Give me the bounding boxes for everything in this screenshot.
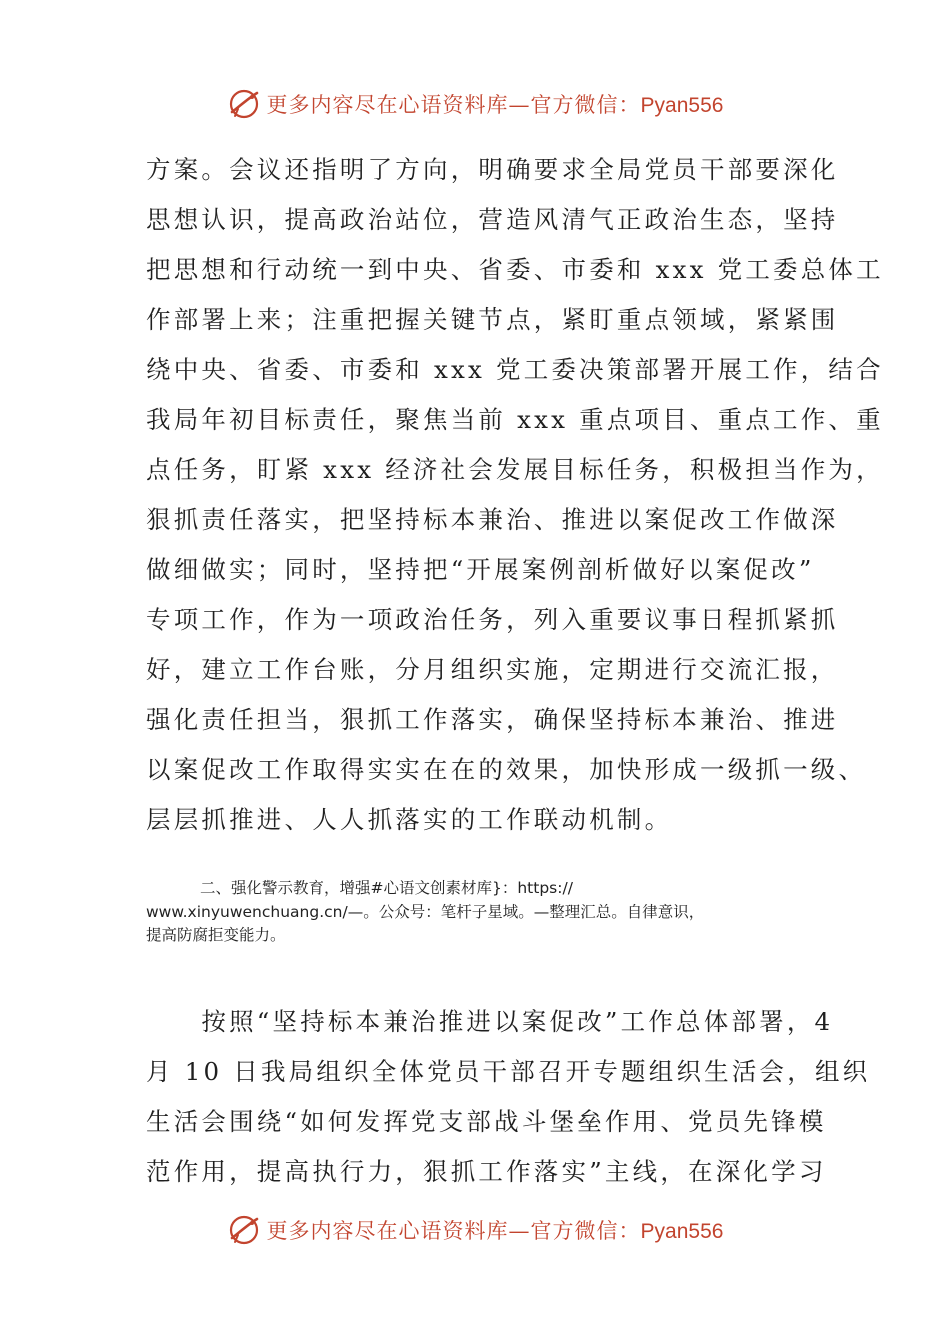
paragraph-2 bbox=[146, 997, 871, 1197]
footer-banner-handle: Pyan556 bbox=[640, 1220, 724, 1243]
footer-banner-label: 更多内容尽在心语资料库—官方微信： bbox=[266, 1219, 641, 1243]
paragraph-line: 好，建立工作台账，分月组织实施，定期进行交流汇报， bbox=[146, 655, 839, 684]
section-heading-note bbox=[146, 877, 806, 948]
paragraph-line: 把思想和行动统一到中央、省委、市委和 xxx 党工委总体工 bbox=[146, 255, 884, 284]
header-banner-label: 更多内容尽在心语资料库—官方微信： bbox=[266, 93, 641, 117]
pen-seal-icon bbox=[227, 1213, 261, 1247]
paragraph-line: 做细做实；同时，坚持把“开展案例剖析做好以案促改” bbox=[146, 555, 815, 584]
header-banner-handle: Pyan556 bbox=[640, 94, 724, 117]
paragraph-line: 我局年初目标责任，聚焦当前 xxx 重点项目、重点工作、重 bbox=[146, 405, 884, 434]
paragraph-line: 层层抓推进、人人抓落实的工作联动机制。 bbox=[146, 805, 673, 834]
pen-seal-icon bbox=[227, 87, 261, 121]
note-line: www.xinyuwenchuang.cn/—。公众号：笔杆子星域。—整理汇总。自律意识， bbox=[146, 902, 705, 921]
footer-banner bbox=[0, 1210, 950, 1250]
header-banner-text bbox=[267, 89, 724, 119]
paragraph-line: 以案促改工作取得实实在在的效果，加快形成一级抓一级、 bbox=[146, 755, 867, 784]
paragraph-line: 思想认识，提高政治站位，营造风清气正政治生态，坚持 bbox=[146, 205, 839, 234]
footer-banner-text bbox=[267, 1215, 724, 1245]
header-banner bbox=[0, 84, 950, 124]
paragraph-line: 月 10 日我局组织全体党员干部召开专题组织生活会，组织 bbox=[146, 1057, 871, 1086]
paragraph-line: 作部署上来；注重把握关键节点，紧盯重点领域，紧紧围 bbox=[146, 305, 839, 334]
paragraph-line: 绕中央、省委、市委和 xxx 党工委决策部署开展工作，结合 bbox=[146, 355, 884, 384]
paragraph-line: 狠抓责任落实，把坚持标本兼治、推进以案促改工作做深 bbox=[146, 505, 839, 534]
paragraph-line: 强化责任担当，狠抓工作落实，确保坚持标本兼治、推进 bbox=[146, 705, 839, 734]
paragraph-line: 生活会围绕“如何发挥党支部战斗堡垒作用、党员先锋模 bbox=[146, 1107, 827, 1136]
paragraph-line: 专项工作，作为一项政治任务，列入重要议事日程抓紧抓 bbox=[146, 605, 839, 634]
paragraph-line: 范作用，提高执行力，狠抓工作落实”主线，在深化学习 bbox=[146, 1157, 827, 1186]
note-line: 二、强化警示教育，增强#心语文创素材库}：https:// bbox=[200, 879, 573, 897]
paragraph-line: 按照“坚持标本兼治推进以案促改”工作总体部署，4 bbox=[146, 1007, 834, 1036]
paragraph-1 bbox=[146, 145, 884, 845]
note-line: 提高防腐拒变能力。 bbox=[146, 926, 286, 944]
paragraph-line: 方案。会议还指明了方向，明确要求全局党员干部要深化 bbox=[146, 155, 839, 184]
paragraph-line: 点任务，盯紧 xxx 经济社会发展目标任务，积极担当作为， bbox=[146, 455, 884, 484]
